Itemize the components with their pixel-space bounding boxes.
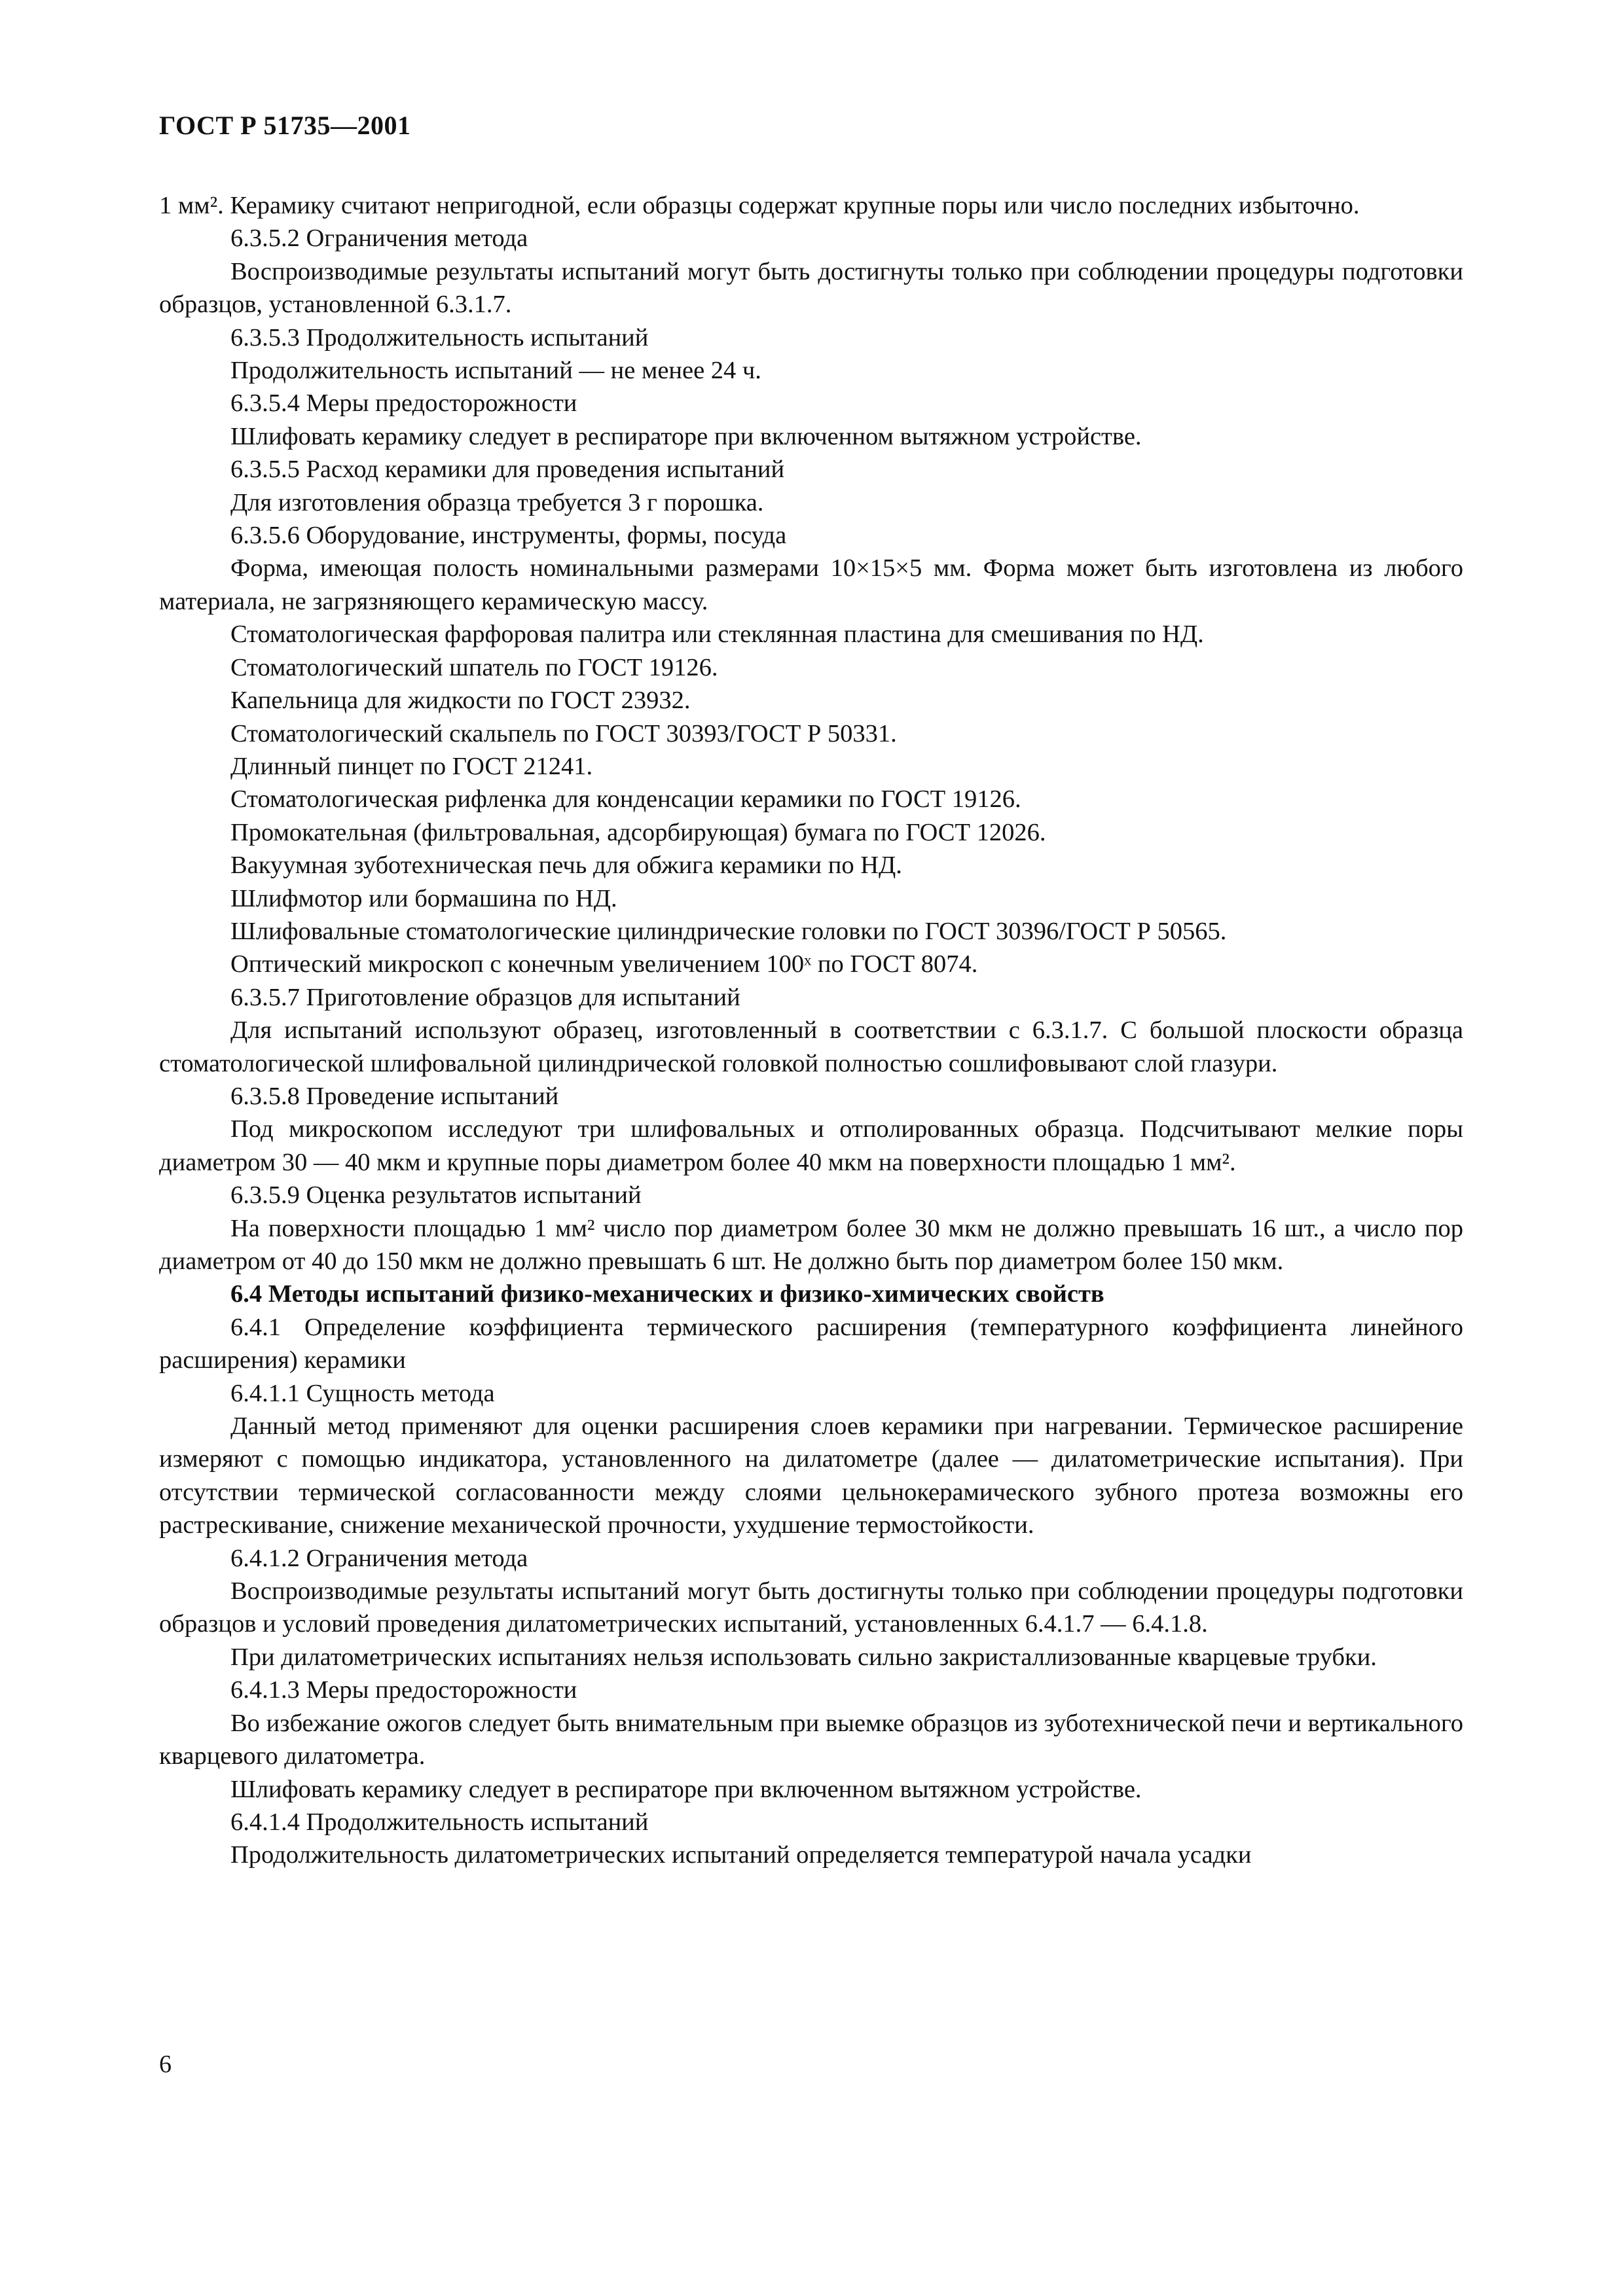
paragraph: 6.3.5.9 Оценка результатов испытаний (230, 1181, 642, 1210)
paragraph: На поверхности площадью 1 мм² число пор диаметром более 30 мкм не должно превышать 16 шт., а число пор диаметром от 40 до 150 мкм не должно превышать 6 шт. Не должно быть пор диаметром более 150 мкм. (159, 1214, 1463, 1275)
paragraph: Форма, имеющая полость номинальными размерами 10×15×5 мм. Форма может быть изготовлена из любого материала, не загрязняющего керамическую массу. (159, 554, 1463, 615)
paragraph: 6.4.1.2 Ограничения метода (230, 1544, 528, 1572)
paragraph: 6.4.1 Определение коэффициента термического расширения (температурного коэффициента линейного расширения) керамики (159, 1313, 1463, 1374)
paragraph: Промокательная (фильтровальная, адсорбирующая) бумага по ГОСТ 12026. (230, 818, 1046, 846)
paragraph: Стоматологическая фарфоровая палитра или стеклянная пластина для смешивания по НД. (230, 620, 1204, 649)
paragraph: 6.3.5.8 Проведение испытаний (230, 1082, 559, 1110)
document-body (159, 189, 1463, 1872)
paragraph: Вакуумная зуботехническая печь для обжига керамики по НД. (230, 852, 902, 880)
paragraph: 6.4.1.3 Меры предосторожности (230, 1676, 577, 1704)
paragraph: При дилатометрических испытаниях нельзя использовать сильно закристаллизованные кварцевые трубки. (230, 1643, 1377, 1671)
document-header-code: ГОСТ Р 51735—2001 (159, 111, 411, 140)
paragraph: 6.4.1.4 Продолжительность испытаний (230, 1808, 649, 1836)
paragraph: Оптический микроскоп с конечным увеличением 100ˣ по ГОСТ 8074. (230, 950, 978, 978)
paragraph: Воспроизводимые результаты испытаний могут быть достигнуты только при соблюдении процедуры подготовки образцов и условий проведения дилатометрических испытаний, установленных 6.4.1.7 — 6.4.1.8. (159, 1577, 1463, 1638)
paragraph: Данный метод применяют для оценки расширения слоев керамики при нагревании. Термическое расширение измеряют с помощью индикатора, установленного на дилатометре (далее — дилатометрические испытания). При отсутствии термической согласованности между слоями цельнокерамического зубного протеза возможны его растрескивание, снижение механической прочности, ухудшение термостойкости. (159, 1412, 1463, 1539)
paragraph: 6.3.5.2 Ограничения метода (230, 224, 528, 253)
paragraph: Во избежание ожогов следует быть внимательным при выемке образцов из зуботехнической печи и вертикального кварцевого дилатометра. (159, 1709, 1463, 1770)
page-number: 6 (159, 2051, 172, 2078)
paragraph: 6.3.5.4 Меры предосторожности (230, 389, 577, 418)
paragraph: 1 мм². Керамику считают непригодной, если образцы содержат крупные поры или число последних избыточно. (159, 192, 1360, 219)
paragraph: Воспроизводимые результаты испытаний могут быть достигнуты только при соблюдении процедуры подготовки образцов, установленной 6.3.1.7. (159, 257, 1463, 319)
paragraph: Шлифовать керамику следует в респираторе при включенном вытяжном устройстве. (230, 1775, 1142, 1803)
paragraph: Шлифовальные стоматологические цилиндрические головки по ГОСТ 30396/ГОСТ Р 50565. (230, 917, 1227, 945)
paragraph: Шлифмотор или бормашина по НД. (230, 884, 617, 912)
paragraph: Длинный пинцет по ГОСТ 21241. (230, 752, 593, 780)
section-heading: 6.4 Методы испытаний физико-механических и физико-химических свойств (230, 1280, 1104, 1308)
paragraph: Под микроскопом исследуют три шлифовальных и отполированных образца. Подсчитывают мелкие поры диаметром 30 — 40 мкм и крупные поры диаметром более 40 мкм на поверхности площадью 1 мм². (159, 1115, 1463, 1176)
paragraph: 6.3.5.7 Приготовление образцов для испытаний (230, 983, 740, 1011)
paragraph: Продолжительность испытаний — не менее 24 ч. (230, 357, 761, 385)
paragraph: Стоматологический шпатель по ГОСТ 19126. (230, 653, 718, 681)
paragraph: Шлифовать керамику следует в респираторе при включенном вытяжном устройстве. (230, 422, 1142, 450)
paragraph: Для изготовления образца требуется 3 г порошка. (230, 488, 764, 516)
paragraph: 6.3.5.5 Расход керамики для проведения испытаний (230, 456, 785, 484)
paragraph: 6.3.5.3 Продолжительность испытаний (230, 323, 649, 351)
paragraph: Для испытаний используют образец, изготовленный в соответствии с 6.3.1.7. С большой плоскости образца стоматологической шлифовальной цилиндрической головкой полностью сошлифовывают слой глазури. (159, 1016, 1463, 1077)
paragraph: Стоматологический скальпель по ГОСТ 30393/ГОСТ Р 50331. (230, 719, 897, 747)
paragraph: Продолжительность дилатометрических испытаний определяется температурой начала усадки (230, 1841, 1252, 1869)
paragraph: 6.3.5.6 Оборудование, инструменты, формы, посуда (230, 522, 787, 550)
paragraph: Капельница для жидкости по ГОСТ 23932. (230, 687, 691, 715)
paragraph: 6.4.1.1 Сущность метода (230, 1379, 495, 1407)
paragraph: Стоматологическая рифленка для конденсации керамики по ГОСТ 19126. (230, 785, 1021, 814)
